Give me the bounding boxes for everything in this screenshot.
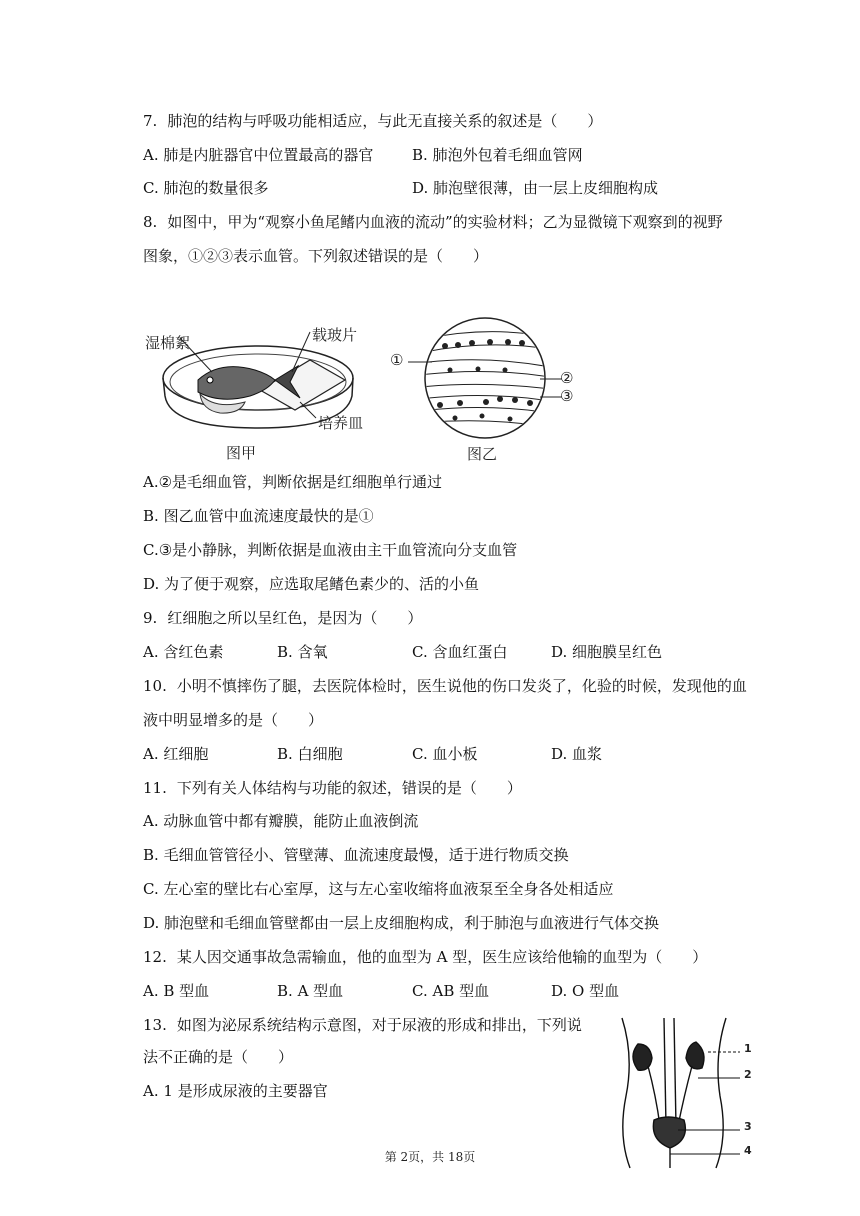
q8-stem-line1: 8. 如图中，甲为“观察小鱼尾鳍内血液的流动”的实验材料；乙为显微镜下观察到的视野 — [143, 213, 723, 231]
q8-stem-line2: 图象，①②③表示血管。下列叙述错误的是（ ） — [143, 247, 489, 265]
q10-stem-line1: 10. 小明不慎摔伤了腿，去医院体检时，医生说他的伤口发炎了，化验的时候，发现他的血 — [143, 677, 747, 695]
urinary-label-1: 1 — [744, 1042, 752, 1055]
q12-option-c: C. AB 型血 — [412, 982, 490, 1000]
figure-jia — [140, 318, 370, 468]
caption-jia: 图甲 — [226, 444, 257, 462]
figure-yi — [390, 315, 590, 465]
q11-option-d: D. 肺泡壁和毛细血管壁都由一层上皮细胞构成，利于肺泡与血液进行气体交换 — [143, 914, 660, 932]
q13-stem-line1: 13. 如图为泌尿系统结构示意图，对于尿液的形成和排出，下列说 — [143, 1016, 582, 1034]
q11-number: 11. — [143, 779, 167, 797]
q9-option-a: A. 含红色素 — [143, 643, 224, 661]
q7-number: 7. — [143, 112, 158, 130]
urinary-label-3: 3 — [744, 1120, 752, 1133]
q11-option-a: A. 动脉血管中都有瓣膜，能防止血液倒流 — [143, 812, 419, 830]
q8-number: 8. — [143, 213, 158, 231]
q10-option-d: D. 血浆 — [551, 745, 603, 763]
label-slide: 载玻片 — [312, 326, 358, 344]
q7-option-b: B. 肺泡外包着毛细血管网 — [412, 146, 583, 164]
q9-option-d: D. 细胞膜呈红色 — [551, 643, 663, 661]
q7-option-a: A. 肺是内脏器官中位置最高的器官 — [143, 146, 374, 164]
q8-option-c: C.③是小静脉，判断依据是血液由主干血管流向分支血管 — [143, 541, 518, 559]
q12-number: 12. — [143, 948, 167, 966]
q12-stem: 12. 某人因交通事故急需输血，他的血型为 A 型，医生应该给他输的血型为（ ） — [143, 948, 708, 966]
q9-stem: 9. 红细胞之所以呈红色，是因为（ ） — [143, 609, 423, 627]
q9-option-c: C. 含血红蛋白 — [412, 643, 508, 661]
q13-option-a: A. 1 是形成尿液的主要器官 — [143, 1082, 328, 1100]
q8-option-a: A.②是毛细血管，判断依据是红细胞单行通过 — [143, 473, 443, 491]
marker-2: ② — [560, 369, 574, 387]
q10-number: 10. — [143, 677, 167, 695]
q8-option-d: D. 为了便于观察，应选取尾鳍色素少的、活的小鱼 — [143, 575, 480, 593]
q10-option-a: A. 红细胞 — [143, 745, 209, 763]
q7-option-c: C. 肺泡的数量很多 — [143, 179, 269, 197]
q7-stem — [143, 111, 602, 131]
q12-option-a: A. B 型血 — [143, 982, 210, 1000]
q12-option-b: B. A 型血 — [277, 982, 344, 1000]
caption-yi: 图乙 — [467, 445, 498, 463]
marker-3: ③ — [560, 387, 574, 405]
q13-stem-line2: 法不正确的是（ ） — [143, 1048, 294, 1066]
q11-stem: 11. 下列有关人体结构与功能的叙述，错误的是（ ） — [143, 779, 522, 797]
q9-option-b: B. 含氧 — [277, 643, 328, 661]
q7-option-d: D. 肺泡壁很薄，由一层上皮细胞构成 — [412, 179, 659, 197]
q12-option-d: D. O 型血 — [551, 982, 620, 1000]
q10-stem-line2: 液中明显增多的是（ ） — [143, 711, 324, 729]
label-dish: 培养皿 — [318, 414, 364, 432]
q10-option-b: B. 白细胞 — [277, 745, 343, 763]
q11-option-c: C. 左心室的壁比右心室厚，这与左心室收缩将血液泵至全身各处相适应 — [143, 880, 614, 898]
q13-number: 13. — [143, 1016, 167, 1034]
figure-urinary-system — [608, 1016, 778, 1170]
urinary-label-2: 2 — [744, 1068, 752, 1081]
marker-1: ① — [390, 351, 404, 369]
q7-stem-text: 肺泡的结构与呼吸功能相适应，与此无直接关系的叙述是（ ） — [167, 112, 603, 130]
urinary-label-4: 4 — [744, 1144, 752, 1157]
q9-number: 9. — [143, 609, 158, 627]
q10-option-c: C. 血小板 — [412, 745, 478, 763]
q8-option-b: B. 图乙血管中血流速度最快的是① — [143, 507, 374, 525]
label-wet-cotton: 湿棉絮 — [145, 334, 191, 352]
urinary-system-diagram — [608, 1016, 778, 1170]
page-footer: 第 2页，共 18页 — [384, 1150, 476, 1164]
q11-option-b: B. 毛细血管管径小、管壁薄、血流速度最慢，适于进行物质交换 — [143, 846, 569, 864]
